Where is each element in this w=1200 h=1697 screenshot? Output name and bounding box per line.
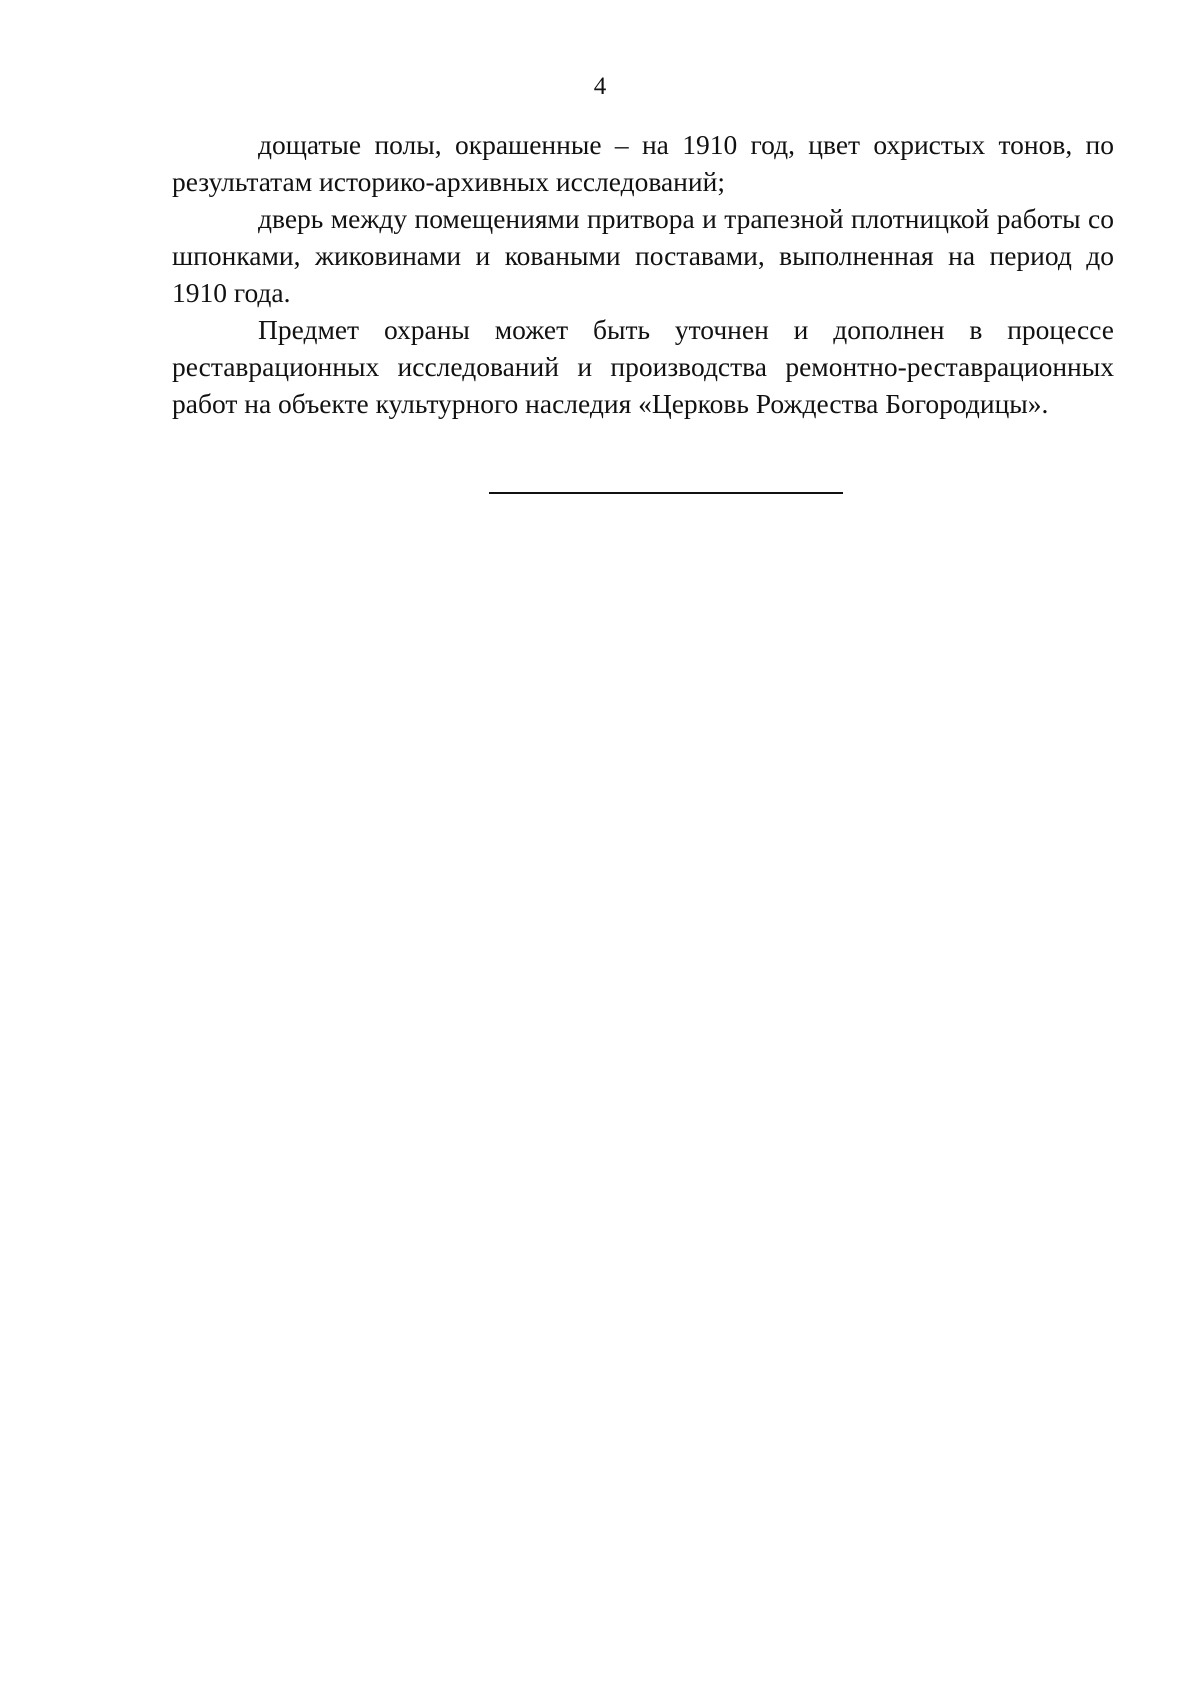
- paragraph-floors: дощатые полы, окрашенные – на 1910 год, цвет охристых тонов, по результатам историко-архивных исследований;: [172, 129, 1114, 197]
- paragraph-door: дверь между помещениями притвора и трапезной плотницкой работы со шпонками, жиковинами и коваными поставами, выполненная на период до 1910 года.: [172, 203, 1114, 308]
- paragraph-protection-subject: Предмет охраны может быть уточнен и дополнен в процессе реставрационных исследований и производства ремонтно-реставрационных работ на объекте культурного наследия «Церковь Рождества Богородицы».: [172, 314, 1114, 419]
- page-number: 4: [593, 73, 607, 100]
- document-body: [172, 126, 1114, 422]
- end-of-document-rule: [489, 492, 843, 494]
